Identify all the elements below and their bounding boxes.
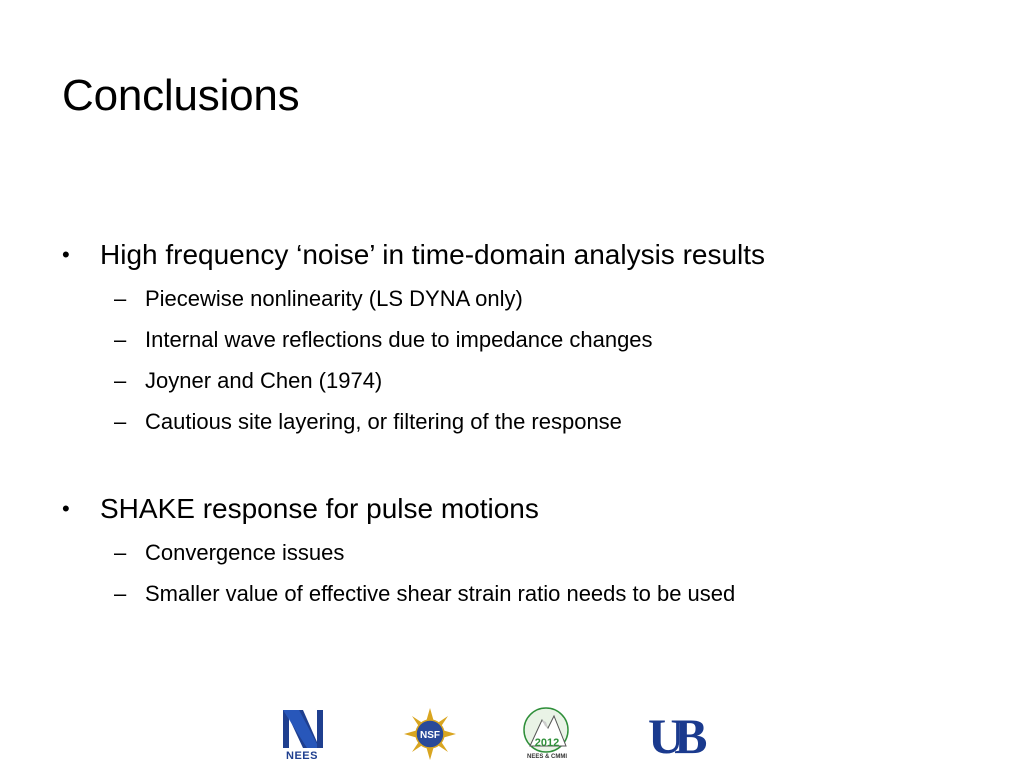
- dash-symbol: –: [114, 540, 127, 565]
- dash-symbol: –: [114, 286, 127, 311]
- slide-title: Conclusions: [62, 71, 300, 120]
- sub-bullet-text: Convergence issues: [145, 540, 345, 565]
- nees-cmmi-year: 2012: [534, 737, 560, 749]
- nees-cmmi-logo-icon: [520, 706, 574, 762]
- sub-bullet-text: Smaller value of effective shear strain ratio needs to be used: [145, 581, 736, 606]
- bullet-text: High frequency ‘noise’ in time-domain analysis results: [100, 239, 766, 270]
- sub-bullet-text: Cautious site layering, or filtering of the response: [145, 409, 622, 434]
- dash-symbol: –: [114, 409, 127, 434]
- nees-logo-label: NEES: [286, 750, 318, 762]
- bullet-symbol: •: [62, 496, 70, 521]
- dash-symbol: –: [114, 327, 127, 352]
- dash-symbol: –: [114, 581, 127, 606]
- ub-logo-text: UB: [648, 708, 698, 764]
- nees-cmmi-label: NEES & CMMI: [526, 754, 568, 760]
- ub-logo: [648, 708, 732, 768]
- sub-bullet-text: Piecewise nonlinearity (LS DYNA only): [145, 286, 523, 311]
- nsf-logo-icon: [404, 706, 456, 762]
- bullet-symbol: •: [62, 242, 70, 267]
- dash-symbol: –: [114, 368, 127, 393]
- nees-logo-icon: [277, 706, 327, 748]
- nees-cmmi-logo: [520, 706, 574, 762]
- nees-logo: [277, 706, 327, 762]
- nsf-logo: [404, 706, 456, 762]
- nsf-logo-label: NSF: [420, 730, 440, 741]
- sub-bullet-text: Internal wave reflections due to impedance changes: [145, 327, 653, 352]
- sub-bullet-text: Joyner and Chen (1974): [145, 368, 383, 393]
- bullet-text: SHAKE response for pulse motions: [100, 493, 539, 524]
